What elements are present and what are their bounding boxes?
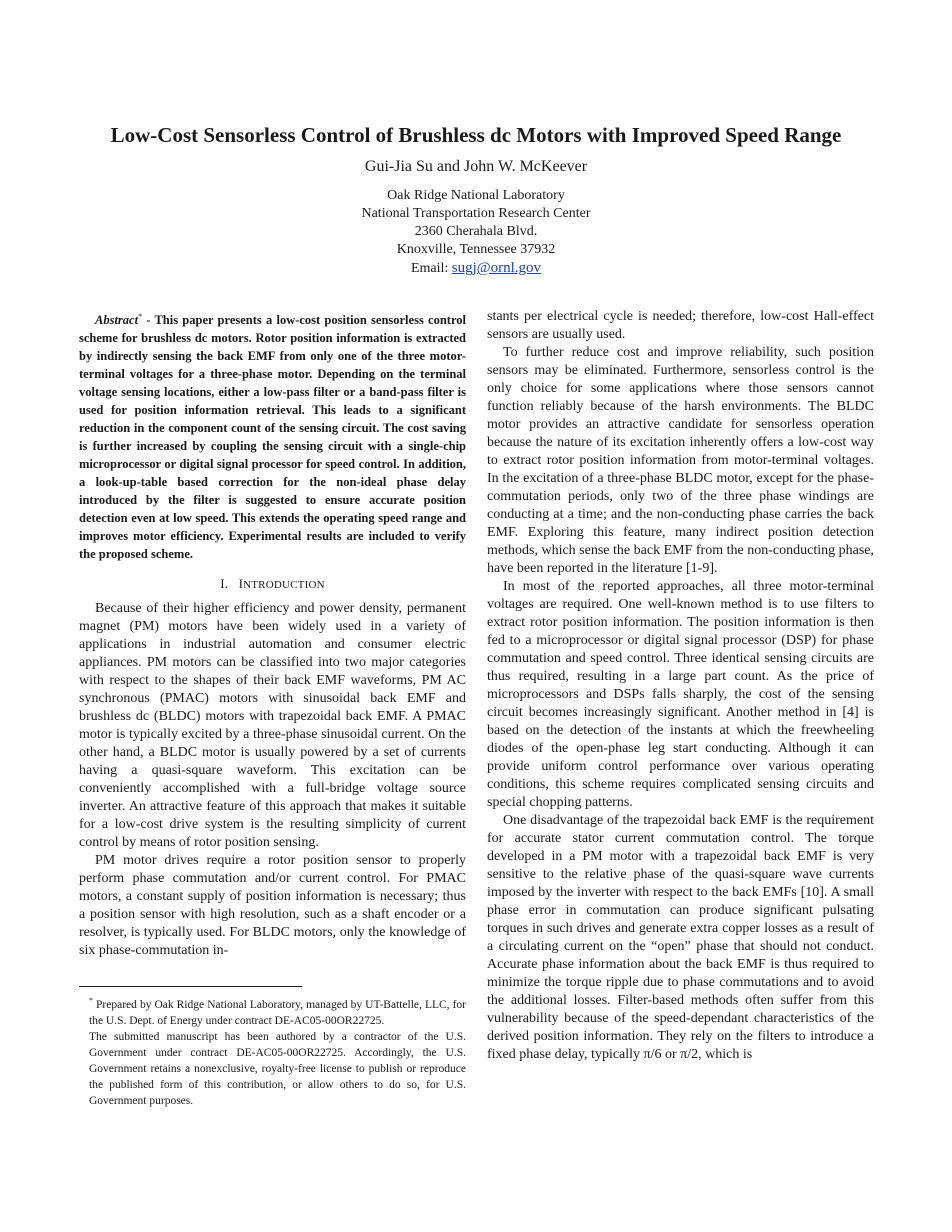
left-column [79,308,466,1109]
right-column [487,308,874,1064]
paragraph: stants per electrical cycle is needed; therefore, low-cost Hall-effect sensors are usually used. [487,309,874,342]
footnote-divider [79,986,302,987]
paragraph: To further reduce cost and improve reliability, such position sensors may be eliminated. Furthermore, sensorless control is the only choice for some applications where those sensors cannot function reliably because of the harsh environments. The BLDC motor provides an attractive candidate for sensorless operation because the nature of its excitation inherently offers a low-cost way to extract rotor position information from motor-terminal voltages. In the excitation of a three-phase BLDC motor, except for the phase-commutation periods, only two of the three phase windings are conducting at a time; and the non-conducting phase carries the back EMF. Exploring this feature, many indirect position detection methods, which sense the back EMF from the non-conducting phase, have been reported in the literature [1-9]. [487,345,874,576]
affiliation-line: National Transportation Research Center [361,206,591,221]
footnote: The submitted manuscript has been authored by a contractor of the U.S. Government under contract DE-AC05-00OR22725. Accordingly, the U.S. Government retains a nonexclusive, royalty-free license to publish or reproduce the published form of this contribution, or allow others to do so, for U.S. Government purposes. [89,1030,466,1107]
paragraph: PM motor drives require a rotor position sensor to properly perform phase commutation and/or current control. For PMAC motors, a constant supply of position information is necessary; thus a position sensor with high resolution, such as a shaft encoder or a resolver, is typically used. For BLDC motors, only the knowledge of six phase-commutation in- [79,853,466,959]
abstract-text: - This paper presents a low-cost position sensorless control scheme for brushless dc motors. Rotor position information is extracted by indirectly sensing the back EMF from only one of the three motor-terminal voltages for a three-phase motor. Depending on the terminal voltage sensing locations, either a low-pass filter or a band-pass filter is used for position information retrieval. This leads to a significant reduction in the component count of the sensing circuit. The cost saving is further increased by coupling the sensing circuit with a single-chip microprocessor or digital signal processor for speed control. In addition, a look-up-table based correction for the non-ideal phase delay introduced by the filter is suggested to ensure accurate position detection even at low speed. This extends the operating speed range and improves motor efficiency. Experimental results are included to verify the proposed scheme. [79,313,466,562]
email-link[interactable]: sugj@ornl.gov [451,260,542,276]
section-heading-introduction [79,575,466,594]
paragraph: Because of their higher efficiency and power density, permanent magnet (PM) motors have been widely used in a variety of applications in industrial automation and consumer electric appliances. PM motors can be classified into two major categories with respect to the shapes of their back EMF waveforms, PM AC synchronous (PMAC) motors with sinusoidal back EMF and brushless dc (BLDC) motors with trapezoidal back EMF. A PMAC motor is typically excited by a three-phase sinusoidal current. On the other hand, a BLDC motor is usually powered by a set of currents having a quasi-square waveform. This excitation can be conveniently accomplished with a full-bridge voltage source inverter. An attractive feature of this approach that makes it suitable for a low-cost drive system is the resulting simplicity of current control by means of rotor position sensing. [79,601,466,851]
affiliation-block [60,187,892,277]
section-title-rest: NTRODUCTION [243,579,325,592]
paper-title: Low-Cost Sensorless Control of Brushless dc Motors with Improved Speed Range [110,123,842,147]
paragraph: In most of the reported approaches, all three motor-terminal voltages are required. One well-known method is to use filters to extract rotor position information. The position information is then fed to a microprocessor or digital signal processor (DSP) for phase commutation and speed control. Three identical sensing circuits are thus required, resulting in a large part count. As the price of microprocessors and DSPs falls sharply, the cost of the sensing circuit becomes increasingly significant. Another method in [4] is based on the detection of the instants at which the freewheeling diodes of the open-phase leg start conducting. Although it can provide uniform control performance over various operating conditions, this scheme requires complicated sensing circuits and special chopping patterns. [487,579,874,810]
email-label: Email: [410,261,452,276]
abstract-footnote-marker: * [138,312,143,321]
abstract [79,308,466,563]
footnote [79,993,466,1029]
section-title-initial: I [238,576,244,592]
affiliation-line: Knoxville, Tennessee 37932 [396,242,556,257]
affiliation-line: 2360 Cherahala Blvd. [414,224,538,239]
paper-authors: Gui-Jia Su and John W. McKeever [364,158,588,175]
abstract-label: Abstract [95,313,139,328]
section-numeral: I. [220,576,229,592]
email-line [60,259,892,277]
paragraph: One disadvantage of the trapezoidal back EMF is the requirement for accurate stator current commutation control. The torque developed in a PM motor with a trapezoidal back EMF is very sensitive to the relative phase of the quasi-square wave currents imposed by the inverter with respect to the back EMFs [10]. A small phase error in commutation can produce significant pulsating torques in such drives and generate extra copper losses as a result of a circulating current on the “open” phase that should not conduct. Accurate phase information about the back EMF is thus required to minimize the torque ripple due to phase commutations and to avoid the additional losses. Filter-based methods often suffer from this vulnerability because of the speed-dependant characteristics of the derived position information. They rely on the filters to introduce a fixed phase delay, typically π/6 or π/2, which is [487,813,874,1062]
footnote-marker: * [89,996,93,1006]
affiliation-line: Oak Ridge National Laboratory [387,188,565,203]
footnote-text: Prepared by Oak Ridge National Laboratory, managed by UT-Battelle, LLC, for the U.S. Dept. of Energy under contract DE-AC05-00OR22725. [89,998,466,1027]
